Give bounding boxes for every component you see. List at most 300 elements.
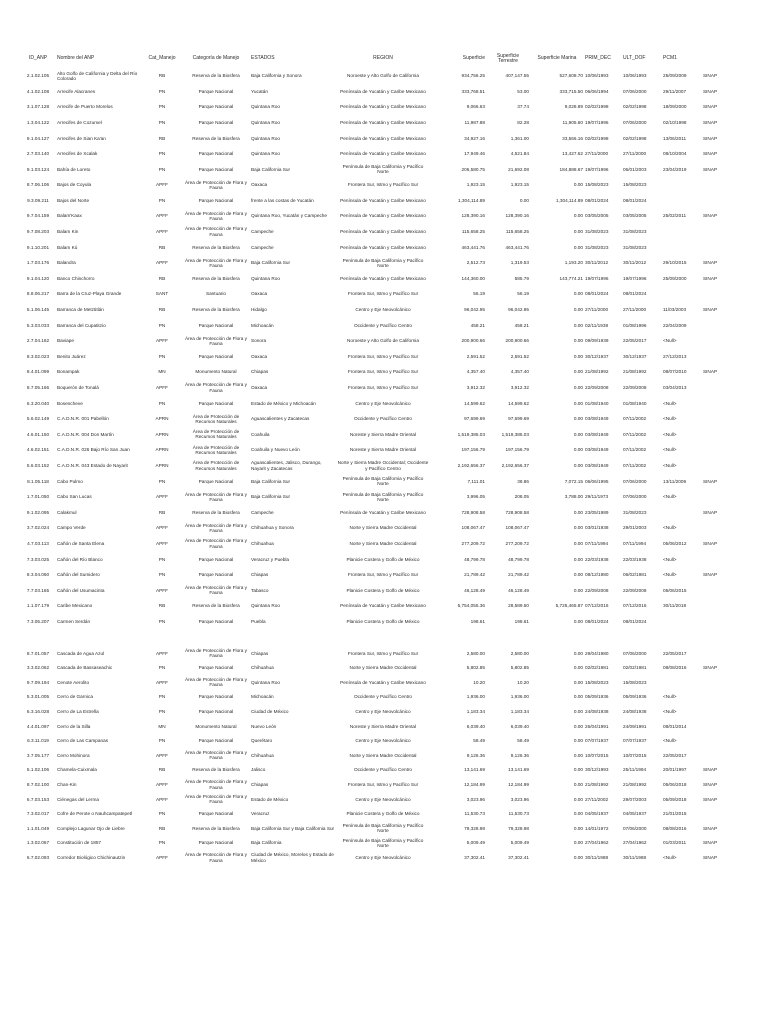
cell-cat-manejo: APFF	[156, 587, 168, 593]
cell-region: Norte y Sierra Madre Occidental	[349, 665, 417, 671]
cell-superficie-marina: 0.00	[573, 811, 583, 817]
cell-pcm1: <Null>	[663, 400, 677, 406]
cell-cat-manejo: APFF	[156, 494, 168, 500]
cell-categoria-manejo: Área de Protección de Recursos Naturales	[192, 460, 240, 471]
cell-nombre-anp: Cabo San Lucas	[57, 494, 92, 500]
cell-pcm1: <Null>	[663, 572, 677, 578]
cell-cat-manejo: PN	[158, 104, 166, 110]
cell-pcm1: 25/02/2011	[663, 213, 687, 219]
cell-pcm1: 22/05/2017	[663, 650, 687, 656]
cell-prim-dec: 15/08/2023	[585, 182, 609, 188]
cell-superficie-terrestre: 1,319.53	[510, 260, 529, 266]
cell-region: Península de Yucatán y Caribe Mexicano	[340, 679, 426, 685]
cell-pcm1	[662, 224, 702, 240]
cell-ult-dof: 29/07/2003	[623, 796, 647, 802]
cell-estados: Michoacán	[251, 694, 274, 700]
cell-superficie: 2,591.52	[466, 353, 485, 359]
cell-superficie-terrestre: 463,441.76	[505, 244, 529, 250]
cell-superficie-marina: 333,715.50	[559, 88, 583, 94]
header-categoria-manejo: Categoría de Manejo	[192, 55, 240, 62]
cell-prim-dec: 27/11/2000	[585, 307, 609, 313]
cell-cat-manejo: APFF	[156, 385, 168, 391]
cell-categoria-manejo: Área de Protección de Flora y Fauna	[184, 585, 247, 596]
cell-cat-manejo: MN	[158, 369, 166, 375]
cell-nombre-anp: Cañón del Usumacinta	[57, 587, 105, 593]
cell-superficie: 108,067.47	[461, 525, 485, 531]
cell-region: Norte y Sierra Madre Occidental; Occidente y Pacífico Centro	[337, 460, 429, 471]
cell-prim-dec: 03/08/1949	[585, 431, 609, 437]
table-header-row	[20, 50, 748, 68]
cell-categoria-manejo: Reserva de la Biosfera	[192, 244, 240, 250]
cell-cat-manejo: PN	[158, 478, 166, 484]
cell-cat-manejo: APFF	[156, 854, 168, 860]
cell-pcm1: 01/03/2011	[663, 840, 687, 846]
cell-cat-manejo: PN	[158, 709, 166, 715]
cell-id-anp: 9.3.09.211	[27, 197, 49, 203]
cell-superficie: 458.21	[470, 322, 485, 328]
cell-superficie-marina: 0.00	[573, 709, 583, 715]
cell-estados: Sonora	[251, 338, 267, 344]
cell-cat-manejo: APFF	[156, 229, 168, 235]
cell-estados: Quintana Roo	[251, 275, 280, 281]
cell-estados: Chiapas	[251, 369, 269, 375]
cell-id-anp: 6.3.20.040	[26, 400, 50, 406]
cell-pcm1: 13/11/2009	[663, 478, 687, 484]
cell-prim-dec: 30/12/1993	[585, 767, 609, 773]
cell-id-anp: 4.6.02.151	[26, 447, 50, 453]
cell-estados: Quintana Roo	[251, 679, 280, 685]
cell-cat-manejo: APFF	[156, 540, 168, 546]
cell-region: Frontera Sur, Istmo y Pacífico Sur	[347, 369, 419, 375]
cell-estados: frente a las costas de Yucatán	[251, 197, 314, 203]
cell-cat-manejo: MN	[158, 723, 166, 729]
cell-id-anp: 9.1.03.124	[26, 166, 50, 172]
table-row	[20, 614, 748, 630]
cell-sinap: SINAP	[703, 104, 718, 110]
cell-ult-dof: 15/08/2023	[623, 679, 647, 685]
cell-superficie: 144,360.00	[461, 275, 485, 281]
cell-superficie-terrestre: 5,802.85	[510, 665, 529, 671]
cell-categoria-manejo: Parque Nacional	[198, 166, 234, 172]
cell-pcm1	[662, 614, 702, 630]
cell-sinap	[702, 690, 748, 705]
cell-superficie: 96,042.95	[464, 307, 485, 313]
table-row	[20, 84, 748, 100]
cell-superficie: 463,441.76	[461, 244, 485, 250]
cell-estados: Querétaro	[251, 738, 273, 744]
cell-sinap: SINAP	[703, 260, 718, 266]
cell-estados: Oaxaca	[251, 182, 268, 188]
cell-pcm1: <Null>	[663, 709, 677, 715]
cell-superficie-terrestre: 9,126.36	[510, 752, 529, 758]
cell-superficie-terrestre: 3,023.96	[510, 796, 529, 802]
cell-id-anp: 6.7.02.093	[26, 854, 50, 860]
cell-sinap: SINAP	[703, 478, 718, 484]
cell-pcm1: 13/06/2011	[663, 135, 687, 141]
table-row	[20, 427, 748, 443]
cell-estados: Chiapas	[251, 572, 269, 578]
header-prim-dec: PRIM_DEC	[585, 55, 611, 62]
cell-region: Centro y Eje Neovolcánico	[355, 709, 411, 715]
cell-ult-dof: 21/08/1992	[623, 781, 647, 787]
table-row	[20, 411, 748, 427]
cell-region: Centro y Eje Neovolcánico	[355, 400, 411, 406]
cell-nombre-anp: Cerro de la Silla	[57, 723, 91, 729]
table-row	[20, 836, 748, 851]
cell-cat-manejo: APFF	[156, 338, 168, 344]
cell-superficie-marina: 0.00	[573, 353, 583, 359]
cell-superficie: 1,304,114.89	[457, 197, 485, 203]
cell-superficie-terrestre: 38.86	[517, 478, 529, 484]
table-row	[20, 792, 748, 807]
cell-categoria-manejo: Reserva de la Biosfera	[192, 135, 240, 141]
cell-superficie-marina: 0.00	[573, 825, 583, 831]
cell-superficie-marina: 0.00	[573, 462, 583, 468]
cell-prim-dec: 08/01/2024	[585, 291, 609, 297]
cell-estados: Baja California Sur y Baja California Sur	[251, 825, 335, 831]
cell-prim-dec: 03/08/1949	[585, 416, 609, 422]
cell-sinap	[702, 395, 748, 411]
cell-superficie-terrestre: 585.79	[514, 275, 529, 281]
cell-superficie-terrestre: 58.49	[517, 738, 529, 744]
cell-nombre-anp: Cañón del Sumidero	[57, 572, 100, 578]
table-body-main	[20, 68, 748, 629]
cell-superficie-marina: 33,566.16	[562, 135, 583, 141]
cell-ult-dof: 07/06/2000	[623, 494, 647, 500]
cell-region: Frontera Sur, Istmo y Pacífico Sur	[347, 182, 419, 188]
cell-region: Noreste y Sierra Madre Oriental	[349, 447, 417, 453]
cell-superficie-marina: 11,905.60	[562, 119, 583, 125]
cell-estados: Chiapas	[251, 650, 269, 656]
cell-categoria-manejo: Área de Protección de Flora y Fauna	[184, 226, 247, 237]
cell-ult-dof: 08/01/2024	[623, 618, 647, 624]
cell-nombre-anp: Balandra	[57, 260, 76, 266]
cell-prim-dec: 31/08/2023	[585, 244, 609, 250]
cell-superficie-terrestre: 82.28	[517, 119, 529, 125]
cell-id-anp: 1.1.07.179	[26, 603, 50, 609]
cell-cat-manejo: PN	[158, 556, 166, 562]
cell-estados: Quintana Roo	[251, 104, 280, 110]
cell-nombre-anp: Bahía de Loreto	[57, 166, 91, 172]
cell-superficie-terrestre: 108,067.47	[505, 525, 529, 531]
cell-superficie-terrestre: 407,147.55	[505, 73, 529, 79]
cell-ult-dof: 07/06/2000	[623, 119, 647, 125]
cell-superficie: 115,658.25	[461, 229, 485, 235]
cell-superficie-terrestre: 1,183.34	[510, 709, 529, 715]
cell-categoria-manejo: Parque Nacional	[198, 738, 234, 744]
cell-prim-dec: 30/11/2012	[585, 260, 609, 266]
cell-superficie-marina: 13,427.62	[562, 151, 583, 157]
cell-superficie-marina: 0.00	[573, 556, 583, 562]
cell-id-anp: 5.1.02.106	[26, 767, 50, 773]
cell-superficie-marina: 0.00	[573, 431, 583, 437]
cell-categoria-manejo: Parque Nacional	[198, 709, 234, 715]
cell-categoria-manejo: Reserva de la Biosfera	[192, 603, 240, 609]
table-row	[20, 583, 748, 599]
cell-superficie-terrestre: 96,042.95	[508, 307, 529, 313]
cell-categoria-manejo: Monumento Natural	[195, 369, 237, 375]
cell-superficie-terrestre: 2,192,656.37	[501, 462, 529, 468]
cell-sinap	[702, 177, 748, 193]
table-row	[20, 162, 748, 178]
table-row	[20, 807, 748, 822]
cell-superficie-marina: 0.00	[573, 752, 583, 758]
cell-id-anp: 7.3.02.017	[26, 811, 50, 817]
cell-sinap	[702, 551, 748, 567]
cell-pcm1	[662, 675, 702, 690]
cell-superficie: 46,128.49	[464, 587, 485, 593]
cell-prim-dec: 22/09/2008	[585, 385, 609, 391]
cell-region: Noreste y Sierra Madre Oriental	[349, 723, 417, 729]
cell-nombre-anp: Cofre de Perote o Nauhcampatepetl	[57, 811, 133, 817]
cell-ult-dof: 08/01/2024	[623, 197, 647, 203]
cell-id-anp: 7.3.03.025	[26, 556, 50, 562]
table-row	[20, 661, 748, 676]
cell-estados: Quintana Roo	[251, 151, 280, 157]
cell-prim-dec: 03/01/1938	[585, 525, 609, 531]
cell-region: Noreste y Sierra Madre Oriental	[349, 431, 417, 437]
cell-nombre-anp: Balam Kin	[57, 229, 79, 235]
table-row	[20, 286, 748, 302]
cell-superficie-marina: 527,608.70	[559, 73, 583, 79]
table-row	[20, 380, 748, 396]
cell-sinap	[702, 286, 748, 302]
cell-id-anp: 2.7.03.140	[26, 151, 50, 157]
table-row	[20, 536, 748, 552]
cell-ult-dof: 19/07/1996	[623, 275, 647, 281]
cell-estados: Chihuahua	[251, 752, 274, 758]
table-row	[20, 489, 748, 505]
cell-superficie-marina: 9,028.89	[564, 104, 583, 110]
cell-id-anp: 7.7.03.165	[26, 587, 50, 593]
cell-superficie: 5,009.49	[466, 840, 485, 846]
cell-prim-dec: 08/01/2024	[585, 618, 609, 624]
cell-id-anp: 9.1.04.127	[26, 135, 50, 141]
cell-superficie-terrestre: 11,530.73	[508, 811, 529, 817]
cell-prim-dec: 08/12/1980	[585, 572, 609, 578]
cell-superficie: 58.49	[473, 738, 485, 744]
cell-categoria-manejo: Reserva de la Biosfera	[192, 767, 240, 773]
cell-region: Planicie Costera y Golfo de México	[346, 618, 420, 624]
cell-categoria-manejo: Área de Protección de Flora y Fauna	[184, 491, 247, 502]
cell-ult-dof: 07/11/1994	[623, 540, 647, 546]
cell-cat-manejo: APFF	[156, 752, 168, 758]
cell-region: Occidente y Pacífico Centro	[353, 694, 413, 700]
cell-prim-dec: 19/07/1996	[585, 166, 609, 172]
cell-region: Centro y Eje Neovolcánico	[355, 307, 411, 313]
cell-id-anp: 8.3.04.060	[26, 572, 50, 578]
cell-superficie: 34,927.16	[464, 135, 485, 141]
cell-cat-manejo: SANT	[155, 291, 169, 297]
cell-sinap: SINAP	[703, 369, 718, 375]
cell-sinap	[702, 583, 748, 599]
cell-estados: Oaxaca	[251, 291, 268, 297]
cell-ult-dof: 30/12/1937	[623, 353, 647, 359]
cell-superficie-marina: 0.00	[573, 854, 583, 860]
cell-id-anp: 8.8.06.217	[26, 291, 50, 297]
cell-nombre-anp: Cerro Mohinora	[57, 752, 90, 758]
header-ult-dof: ULT_DOF	[623, 55, 646, 62]
cell-id-anp: 5.6.02.149	[26, 416, 50, 422]
cell-pcm1: <Null>	[663, 854, 677, 860]
cell-nombre-anp: Complejo Lagunar Ojo de Liebre	[57, 825, 125, 831]
cell-nombre-anp: C.A.D.N.R. 004 Don Martín	[57, 431, 114, 437]
cell-cat-manejo: APRN	[155, 447, 169, 453]
cell-superficie-terrestre: 46,128.49	[508, 587, 529, 593]
cell-estados: Yucatán	[251, 88, 268, 94]
cell-ult-dof: 22/05/2017	[623, 338, 647, 344]
cell-nombre-anp: C.A.D.N.R. 026 Bajo Río San Juan	[57, 447, 130, 453]
table-row	[20, 68, 748, 84]
cell-categoria-manejo: Monumento Natural	[195, 723, 237, 729]
cell-superficie-terrestre: 56.19	[517, 291, 529, 297]
cell-superficie-marina: 0.00	[573, 229, 583, 235]
cell-superficie-terrestre: 277,209.72	[505, 540, 529, 546]
cell-categoria-manejo: Parque Nacional	[198, 104, 234, 110]
cell-pcm1: <Null>	[663, 431, 677, 437]
cell-superficie: 7,111.01	[467, 478, 485, 484]
cell-pcm1: 08/07/2010	[663, 369, 687, 375]
cell-ult-dof: 03/05/2005	[623, 213, 647, 219]
cell-pcm1: <Null>	[663, 694, 677, 700]
cell-id-anp: 9.1.04.120	[26, 275, 50, 281]
cell-id-anp: 7.3.05.207	[26, 618, 50, 624]
cell-region: Península de Yucatán y Caribe Mexicano	[340, 104, 426, 110]
table-row	[20, 318, 748, 334]
cell-cat-manejo: PN	[158, 119, 166, 125]
cell-prim-dec: 03/05/2005	[585, 213, 609, 219]
cell-sinap: SINAP	[703, 166, 718, 172]
cell-superficie-marina: 0.00	[573, 796, 583, 802]
cell-ult-dof: 07/06/2000	[623, 825, 647, 831]
cell-cat-manejo: RB	[158, 307, 166, 313]
cell-sinap: SINAP	[703, 135, 718, 141]
cell-prim-dec: 29/04/1980	[585, 650, 609, 656]
cell-superficie-marina: 0.00	[573, 723, 583, 729]
cell-pcm1: 30/11/2018	[663, 603, 687, 609]
cell-sinap	[702, 333, 748, 349]
cell-nombre-anp: Baviape	[57, 338, 74, 344]
header-region: REGION	[373, 55, 393, 62]
cell-pcm1: 02/10/1998	[663, 119, 687, 125]
cell-cat-manejo: APFF	[156, 260, 168, 266]
cell-nombre-anp: Constitución de 1857	[57, 840, 102, 846]
table-row	[20, 520, 748, 536]
cell-categoria-manejo: Reserva de la Biosfera	[192, 509, 240, 515]
cell-prim-dec: 19/07/1996	[585, 119, 609, 125]
cell-estados: Quintana Roo	[251, 135, 280, 141]
cell-categoria-manejo: Área de Protección de Recursos Naturales	[192, 429, 240, 440]
cell-prim-dec: 10/06/1993	[585, 73, 609, 79]
cell-estados: Baja California Sur	[251, 478, 291, 484]
cell-prim-dec: 22/09/2008	[585, 587, 609, 593]
cell-prim-dec: 29/11/1973	[585, 494, 609, 500]
cell-region: Península de Yucatán y Caribe Mexicano	[340, 275, 426, 281]
cell-id-anp: 8.4.01.099	[26, 369, 50, 375]
cell-prim-dec: 27/11/2000	[585, 151, 609, 157]
cell-prim-dec: 14/01/1972	[585, 825, 609, 831]
cell-superficie-marina: 1,304,114.89	[555, 197, 583, 203]
cell-superficie-marina: 0.00	[573, 540, 583, 546]
cell-region: Noroeste y Alto Golfo de California	[347, 338, 419, 344]
cell-nombre-anp: Cenote Aerolito	[57, 679, 90, 685]
cell-categoria-manejo: Área de Protección de Recursos Naturales	[192, 413, 240, 424]
cell-pcm1: 08/08/2016	[663, 825, 687, 831]
cell-estados: Chiapas	[251, 781, 269, 787]
cell-id-anp: 6.3.11.019	[27, 738, 49, 744]
cell-region: Península de Baja California y Pacífico Norte	[342, 491, 424, 502]
cell-superficie: 934,756.25	[461, 73, 485, 79]
cell-region: Península de Yucatán y Caribe Mexicano	[340, 88, 426, 94]
cell-pcm1: 20/01/1997	[663, 767, 687, 773]
cell-id-anp: 2.1.02.105	[26, 73, 50, 79]
cell-prim-dec: 08/01/2024	[585, 197, 609, 203]
cell-nombre-anp: Bajos del Norte	[57, 197, 90, 203]
cell-ult-dof: 07/06/2000	[623, 478, 647, 484]
cell-ult-dof: 06/01/2003	[623, 166, 647, 172]
cell-superficie-marina: 0.00	[573, 307, 583, 313]
cell-sinap: SINAP	[703, 119, 718, 125]
cell-estados: Aguascalientes, Jalisco, Durango, Nayarit y Zacatecas	[251, 460, 322, 471]
cell-region: Centro y Eje Neovolcánico	[355, 854, 411, 860]
cell-region: Norte y Sierra Madre Occidental	[349, 540, 417, 546]
cell-superficie-marina: 0.00	[573, 322, 583, 328]
cell-prim-dec: 06/06/1994	[585, 88, 609, 94]
cell-categoria-manejo: Área de Protección de Flora y Fauna	[184, 210, 247, 222]
cell-cat-manejo: APRN	[155, 462, 169, 468]
cell-sinap	[702, 748, 748, 763]
header-cat-manejo: Cat_Manejo	[148, 55, 176, 62]
cell-cat-manejo: RB	[158, 135, 166, 141]
cell-categoria-manejo: Área de Protección de Flora y Fauna	[184, 648, 247, 659]
cell-prim-dec: 30/11/1988	[585, 854, 609, 860]
cell-cat-manejo: RB	[158, 244, 166, 250]
cell-categoria-manejo: Área de Protección de Flora y Fauna	[184, 538, 247, 549]
cell-region: Península de Yucatán y Caribe Mexicano	[340, 213, 426, 219]
cell-ult-dof: 05/09/1936	[623, 694, 647, 700]
cell-superficie-terrestre: 13,141.69	[508, 767, 529, 773]
cell-id-anp: 3.1.07.128	[26, 104, 50, 110]
cell-superficie: 11,987.88	[464, 119, 485, 125]
cell-categoria-manejo: Reserva de la Biosfera	[192, 825, 240, 831]
cell-superficie-marina: 0.00	[573, 572, 583, 578]
cell-categoria-manejo: Parque Nacional	[198, 400, 234, 406]
cell-superficie-terrestre: 97,699.69	[508, 416, 529, 422]
cell-nombre-anp: Ciénegas del Lerma	[57, 796, 99, 802]
cell-nombre-anp: Cerro de Las Campanas	[57, 738, 109, 744]
cell-estados: Estado de México y Michoacán	[251, 400, 316, 406]
cell-id-anp: 9.7.09.194	[26, 679, 50, 685]
cell-superficie-marina: 0.00	[573, 244, 583, 250]
cell-categoria-manejo: Parque Nacional	[198, 618, 234, 624]
cell-cat-manejo: PN	[158, 151, 166, 157]
cell-region: Frontera Sur, Istmo y Pacífico Sur	[347, 353, 419, 359]
cell-cat-manejo: APRN	[155, 416, 169, 422]
cell-superficie-marina: 5,725,465.87	[555, 603, 583, 609]
cell-cat-manejo: PN	[158, 811, 166, 817]
table-row	[20, 505, 748, 521]
cell-superficie: 21,789.42	[464, 572, 485, 578]
cell-superficie: 48,799.78	[464, 556, 485, 562]
cell-cat-manejo: RB	[158, 767, 166, 773]
cell-superficie-terrestre: 115,658.25	[505, 229, 529, 235]
cell-superficie: 6,039.40	[466, 723, 485, 729]
cell-superficie-terrestre: 1,936.00	[510, 694, 529, 700]
cell-superficie: 2,192,656.37	[457, 462, 485, 468]
cell-id-anp: 1.7.03.176	[26, 260, 50, 266]
cell-sinap	[702, 411, 748, 427]
cell-pcm1: 23/04/2019	[663, 166, 687, 172]
